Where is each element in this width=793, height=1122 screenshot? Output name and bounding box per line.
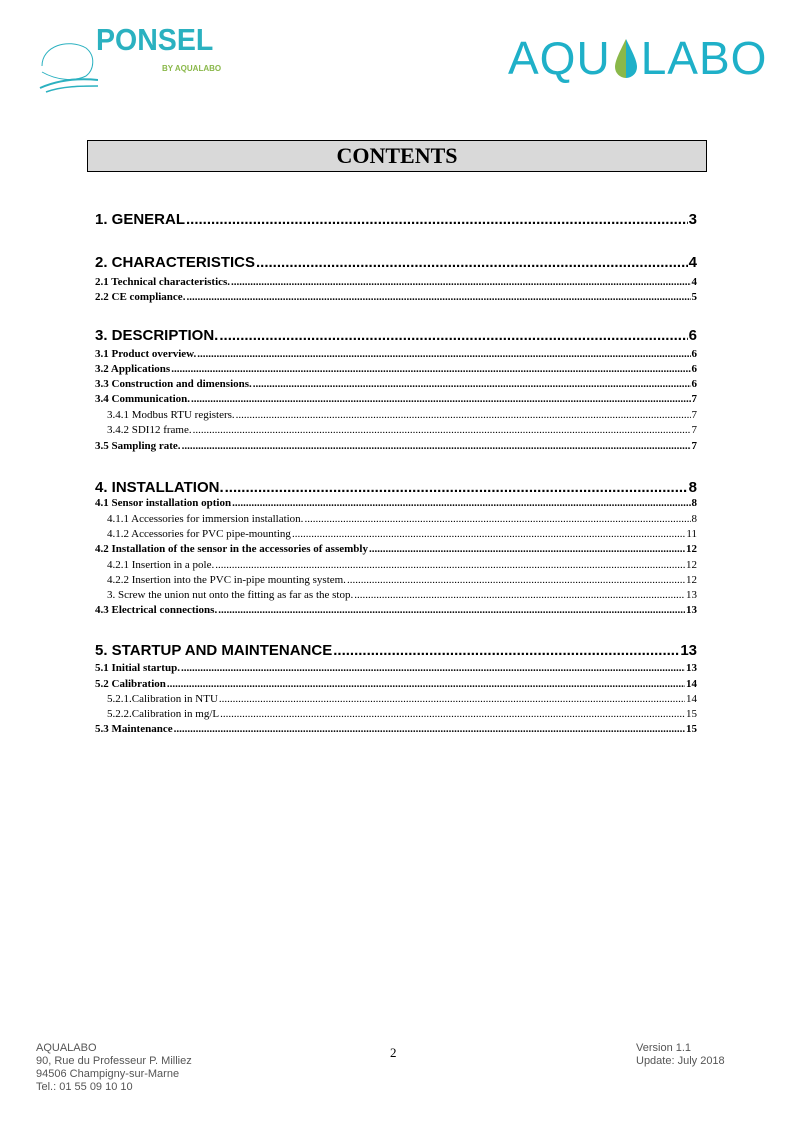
ponsel-logo-subtext: BY AQUALABO: [162, 64, 222, 73]
toc-entry[interactable]: [95, 604, 697, 616]
toc-entry-title: 2.1 Technical characteristics.: [95, 276, 231, 288]
toc-entry-page: 6: [691, 363, 697, 375]
toc-entry-title: 3.4 Communication.: [95, 393, 191, 405]
toc-entry-page: 5: [691, 291, 697, 303]
toc-leader-dots: [253, 378, 691, 390]
toc-entry-page: 3: [688, 211, 697, 228]
toc-entry-page: 13: [686, 604, 697, 616]
toc-entry-title: 3.2 Applications: [95, 363, 171, 375]
toc-entry[interactable]: [95, 528, 697, 540]
toc-entry[interactable]: [95, 393, 697, 405]
toc-entry-page: 13: [686, 662, 697, 674]
footer-version: [636, 1042, 725, 1068]
toc-entry-page: 14: [686, 678, 697, 690]
toc-entry-page: 4: [688, 254, 697, 271]
toc-leader-dots: [369, 543, 685, 555]
toc-leader-dots: [174, 723, 685, 735]
toc-entry-title: 3. Screw the union nut onto the fitting as far as the stop.: [107, 589, 354, 601]
toc-entry[interactable]: [95, 440, 697, 452]
toc-entry-page: 7: [691, 409, 697, 421]
ponsel-logo: [38, 22, 238, 96]
toc-entry-page: 12: [686, 574, 697, 586]
toc-entry-title: 3.4.2 SDI12 frame.: [107, 424, 192, 436]
footer-address: [36, 1042, 192, 1094]
toc-entry[interactable]: [95, 693, 697, 705]
toc-entry[interactable]: [95, 479, 697, 496]
toc-entry-page: 8: [688, 479, 697, 496]
toc-leader-dots: [219, 327, 687, 344]
toc-entry-title: 3.5 Sampling rate.: [95, 440, 181, 452]
toc-entry-page: 7: [691, 393, 697, 405]
toc-entry-title: 5.2 Calibration: [95, 678, 166, 690]
toc-entry[interactable]: [95, 559, 697, 571]
toc-entry-title: 3. DESCRIPTION.: [95, 327, 219, 344]
toc-entry-title: 3.4.1 Modbus RTU registers.: [107, 409, 235, 421]
toc-leader-dots: [193, 424, 691, 436]
toc-entry-title: 4. INSTALLATION.: [95, 479, 224, 496]
toc-entry[interactable]: [95, 348, 697, 360]
toc-entry[interactable]: [95, 211, 697, 228]
toc-entry-page: 7: [691, 440, 697, 452]
toc-entry-page: 8: [691, 497, 697, 509]
toc-entry[interactable]: [95, 642, 697, 659]
toc-leader-dots: [225, 479, 688, 496]
toc-entry-title: 3.3 Construction and dimensions.: [95, 378, 252, 390]
toc-entry-page: 13: [686, 589, 697, 601]
toc-entry-page: 15: [686, 708, 697, 720]
water-drop-icon: [613, 37, 639, 79]
toc-leader-dots: [220, 708, 685, 720]
toc-leader-dots: [218, 604, 685, 616]
toc-entry-page: 6: [691, 348, 697, 360]
toc-entry-page: 12: [686, 543, 697, 555]
toc-entry[interactable]: [95, 291, 697, 303]
toc-leader-dots: [304, 513, 690, 525]
toc-entry-page: 11: [686, 528, 697, 540]
toc-leader-dots: [186, 211, 688, 228]
footer-phone: Tel.: 01 55 09 10 10: [36, 1081, 133, 1093]
toc-entry[interactable]: [95, 409, 697, 421]
toc-entry-title: 4.2.1 Insertion in a pole.: [107, 559, 215, 571]
toc-leader-dots: [333, 642, 679, 659]
toc-entry-title: 4.2.2 Insertion into the PVC in-pipe mounting system.: [107, 574, 346, 586]
toc-entry-title: 4.1.1 Accessories for immersion installation.: [107, 513, 304, 525]
footer-address-line1: 90, Rue du Professeur P. Milliez: [36, 1055, 192, 1067]
toc-entry-title: 2. CHARACTERISTICS: [95, 254, 256, 271]
toc-leader-dots: [215, 559, 685, 571]
toc-entry-title: 4.1 Sensor installation option: [95, 497, 232, 509]
toc-entry[interactable]: [95, 678, 697, 690]
seal-icon: [38, 26, 98, 96]
toc-leader-dots: [167, 678, 685, 690]
ponsel-logo-text: PONSEL: [96, 22, 214, 57]
toc-entry-title: 5.1 Initial startup.: [95, 662, 180, 674]
toc-entry-page: 6: [688, 327, 697, 344]
toc-entry[interactable]: [95, 363, 697, 375]
page-number: 2: [390, 1045, 397, 1060]
toc-entry-page: 4: [691, 276, 697, 288]
toc-entry-page: 7: [691, 424, 697, 436]
toc-entry-title: 5.2.2.Calibration in mg/L: [107, 708, 220, 720]
toc-entry[interactable]: [95, 378, 697, 390]
toc-leader-dots: [231, 276, 690, 288]
toc-entry-title: 4.3 Electrical connections.: [95, 604, 218, 616]
toc-entry[interactable]: [95, 513, 697, 525]
toc-entry-title: 3.1 Product overview.: [95, 348, 197, 360]
toc-entry-title: 5. STARTUP AND MAINTENANCE: [95, 642, 333, 659]
footer-company: AQUALABO: [36, 1042, 97, 1054]
toc-leader-dots: [181, 662, 685, 674]
toc-entry[interactable]: [95, 276, 697, 288]
toc-entry[interactable]: [95, 723, 697, 735]
toc-entry-title: 4.1.2 Accessories for PVC pipe-mounting: [107, 528, 291, 540]
toc-entry-title: 1. GENERAL: [95, 211, 186, 228]
toc-entry[interactable]: [95, 424, 697, 436]
toc-entry-page: 6: [691, 378, 697, 390]
toc-entry[interactable]: [95, 497, 697, 509]
toc-leader-dots: [191, 393, 690, 405]
toc-entry[interactable]: [95, 589, 697, 601]
toc-leader-dots: [232, 497, 690, 509]
footer-address-line2: 94506 Champigny-sur-Marne: [36, 1068, 180, 1080]
toc-entry[interactable]: [95, 327, 697, 344]
toc-leader-dots: [347, 574, 685, 586]
toc-entry[interactable]: [95, 708, 697, 720]
toc-leader-dots: [236, 409, 691, 421]
toc-leader-dots: [219, 693, 685, 705]
toc-entry-title: 2.2 CE compliance.: [95, 291, 186, 303]
toc-entry[interactable]: [95, 254, 697, 271]
toc-leader-dots: [292, 528, 685, 540]
update-text: Update: July 2018: [636, 1055, 725, 1067]
toc-leader-dots: [186, 291, 690, 303]
toc-leader-dots: [182, 440, 691, 452]
toc-entry-page: 13: [680, 642, 697, 659]
page-title: CONTENTS: [87, 140, 707, 172]
toc-entry-title: 5.3 Maintenance: [95, 723, 173, 735]
toc-entry[interactable]: [95, 543, 697, 555]
toc-entry-page: 12: [686, 559, 697, 571]
toc-entry[interactable]: [95, 574, 697, 586]
toc-entry-title: 5.2.1.Calibration in NTU: [107, 693, 218, 705]
toc-leader-dots: [354, 589, 685, 601]
toc-entry-title: 4.2 Installation of the sensor in the accessories of assembly: [95, 543, 368, 555]
toc-leader-dots: [197, 348, 690, 360]
toc-leader-dots: [171, 363, 690, 375]
aqualabo-logo: AQU LABO: [508, 32, 768, 84]
toc-entry-page: 15: [686, 723, 697, 735]
version-text: Version 1.1: [636, 1042, 692, 1054]
toc-entry-page: 8: [691, 513, 697, 525]
toc-leader-dots: [256, 254, 688, 271]
toc-entry-page: 14: [686, 693, 697, 705]
toc-entry[interactable]: [95, 662, 697, 674]
